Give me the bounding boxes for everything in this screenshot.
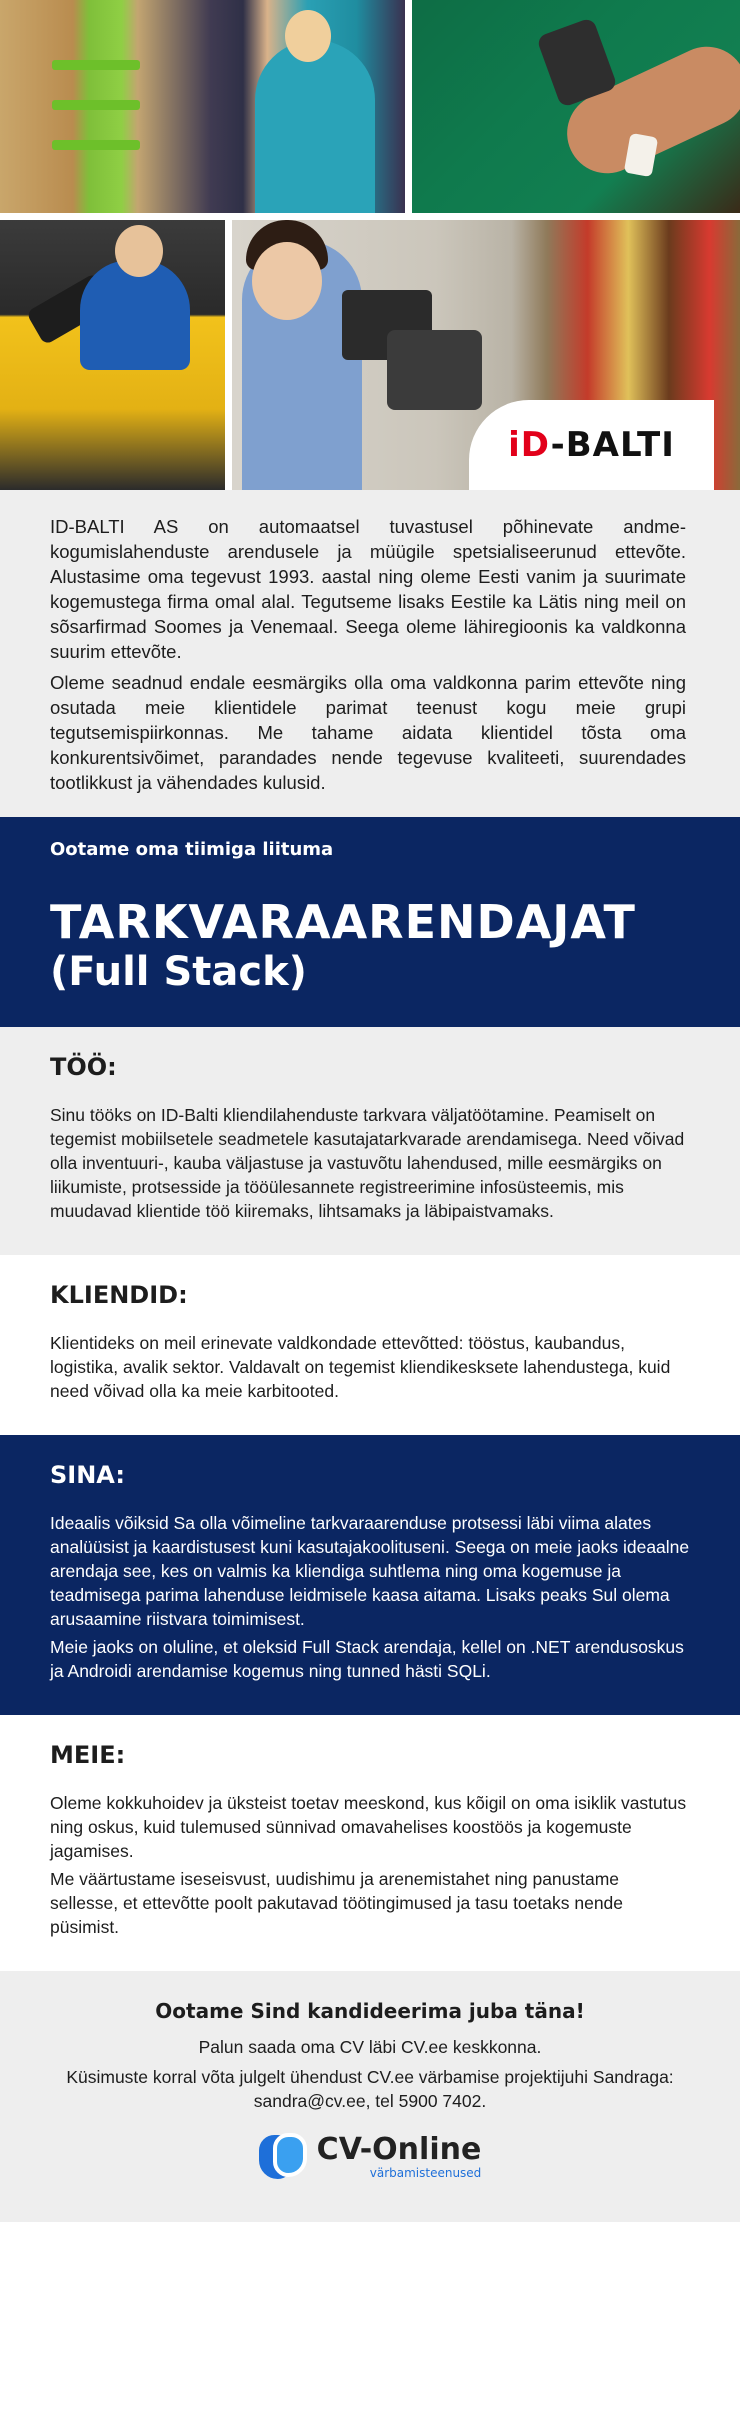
job-title-banner bbox=[0, 817, 740, 1027]
worker-head bbox=[115, 225, 163, 277]
wristband-shape bbox=[624, 133, 659, 177]
section-clients bbox=[0, 1255, 740, 1435]
section-heading: SINA: bbox=[50, 1461, 125, 1489]
section-us bbox=[0, 1715, 740, 1971]
cv-online-name: CV-Online bbox=[316, 2132, 482, 2167]
apply-instructions: Palun saada oma CV läbi CV.ee keskkonna. bbox=[198, 2037, 542, 2057]
section-paragraph: Sinu tööks on ID-Balti kliendilahenduste tarkvara väljatöötamine. Peamiselt on tegemist mobiilsetele seadmetele kasutajatarkvarade arendamisega. Need võivad olla inventuuri-, kauba väljastuse ja vastuvõtu lahendused, mille eesmärgiks on liikumiste, protsesside ja tööülesannete registreerimine infosüsteemis, mis muudavad klientide töö kiiremaks, lihtsamaks ja läbipaistvamaks. bbox=[50, 1105, 685, 1221]
section-paragraph: Ideaalis võiksid Sa olla võimeline tarkvaraarenduse protsessi läbi viima alates analüüsist ja kaardistusest kuni kasutajakoolituseni. Seega on meie jaoks ideaalne arendaja see, kes on valmis ka kliendiga suhtlema ning oma kogemuse ja teadmisega parima lahenduse leidmisele kaasa aitama. Lisaks peaks Sul olema arusaamine riistvara toimimisest. bbox=[50, 1513, 690, 1629]
contact-info[interactable]: Küsimuste korral võta julgelt ühendust CV.ee värbamise projektijuhi Sandraga: sandra@cv.ee, tel 5900 7402. bbox=[66, 2067, 674, 2111]
shelf-shape bbox=[52, 60, 140, 70]
cv-mark-right-shape bbox=[273, 2133, 307, 2177]
section-paragraph: Me väärtustame iseseisvust, uudishimu ja arenemistahet ning panustame sellesse, et ettevõtte poolt pakutavad töötingimused ja tasu toetaks nende püsimist. bbox=[50, 1869, 624, 1937]
section-you bbox=[0, 1435, 740, 1715]
shelf-shape bbox=[52, 140, 140, 150]
id-balti-logo-text bbox=[508, 425, 675, 465]
intro-paragraph: Oleme seadnud endale eesmärgiks olla oma valdkonna parim ettevõte ning osutada meie klientidele parimat teenust kogu meie grupi tegutsemispiirkonnas. Me tahame aidata klientidel tõsta oma konkurentsivõimet, parandades nende tegevuse kvaliteeti, suurendades tootlikkust ja vähendades kulusid. bbox=[50, 672, 686, 793]
section-work bbox=[0, 1027, 740, 1255]
logo-separator: - bbox=[550, 425, 566, 465]
shop-assistant-figure bbox=[255, 40, 375, 213]
photo-forklift-worker bbox=[0, 220, 225, 490]
company-intro bbox=[0, 490, 740, 817]
section-paragraph: Klientideks on meil erinevate valdkondade ettevõtted: tööstus, kaubandus, logistika, avalik sektor. Valdavalt on tegemist kliendikesksete lahendustega, kuid need võivad olla ka meie karbitooted. bbox=[50, 1333, 671, 1401]
logo-suffix: BALTI bbox=[565, 425, 675, 465]
cv-online-mark-icon bbox=[259, 2133, 309, 2181]
shelf-shape bbox=[52, 100, 140, 110]
cv-online-wordmark bbox=[317, 2134, 482, 2180]
call-to-action: Ootame Sind kandideerima juba täna! bbox=[155, 1999, 585, 2023]
woman-head bbox=[252, 242, 322, 320]
section-paragraph: Meie jaoks on oluline, et oleksid Full Stack arendaja, kellel on .NET arendusoskus ja Androidi arendamise kogemus ning tunned hästi SQLi. bbox=[50, 1637, 684, 1681]
photo-retail-store bbox=[0, 0, 405, 213]
cv-online-tagline: värbamisteenused bbox=[369, 2166, 482, 2180]
section-heading: MEIE: bbox=[50, 1741, 126, 1769]
logo-prefix: iD bbox=[508, 425, 551, 465]
section-heading: TÖÖ: bbox=[50, 1053, 117, 1081]
section-paragraph: Oleme kokkuhoidev ja üksteist toetav meeskond, kus kõigil on oma isiklik vastutus ning oskus, kuid tulemused sünnivad omavahelises koostöös ja kogemuste jagamises. bbox=[50, 1793, 687, 1861]
shop-assistant-head bbox=[285, 10, 331, 62]
banner-subtitle: Ootame oma tiimiga liituma bbox=[50, 839, 334, 860]
section-heading: KLIENDID: bbox=[50, 1281, 188, 1309]
intro-paragraph: ID-BALTI AS on automaatsel tuvastusel põhinevate andme-kogumislahenduste arendusele ja müügile spetsialiseerunud ettevõte. Alustasime oma tegevust 1993. aastal ning oleme Eesti vanim ja suurimate kogemustega firma omal alal. Tegutseme lisaks Eestile ka Lätis ning meil on sõsarfirmad Soomes ja Venemaal. Seega oleme lähiregioonis ka valdkonna suurim ettevõte. bbox=[50, 516, 686, 662]
photo-wrist-scanner bbox=[412, 0, 740, 213]
job-title: TARKVARAARENDAJAT bbox=[50, 895, 636, 949]
id-balti-logo bbox=[469, 400, 714, 490]
photo-collage bbox=[0, 0, 740, 490]
label-printer-shape bbox=[387, 330, 482, 410]
application-footer bbox=[0, 1971, 740, 2222]
job-title-qualifier: (Full Stack) bbox=[50, 949, 307, 995]
cv-online-logo bbox=[259, 2133, 482, 2181]
